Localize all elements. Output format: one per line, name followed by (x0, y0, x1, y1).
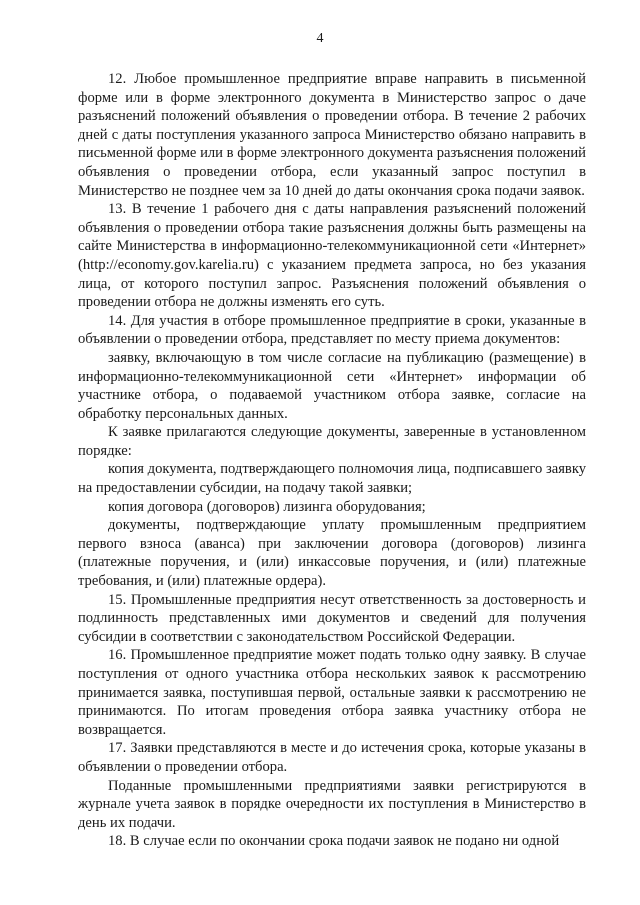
paragraph-14-attachment-leasing: копия договора (договоров) лизинга оборудования; (108, 498, 426, 515)
paragraph-14-attachment-authority: копия документа, подтверждающего полномочия лица, подписавшего заявку на предоставлении субсидии, на подачу такой заявки; (78, 461, 586, 497)
paragraph-14: 14. Для участия в отборе промышленное предприятие в сроки, указанные в объявлении о проведении отбора, представляет по месту приема документов: (78, 312, 586, 348)
paragraph-14-attachment-payment: документы, подтверждающие уплату промышленным предприятием первого взноса (аванса) при заключении договора (договоров) лизинга (платежные поручения, и (или) инкассовые поручения, и (или) платежные требования, и (или) платежные ордера). (78, 517, 586, 590)
page-number: 4 (316, 31, 324, 46)
paragraph-13: 13. В течение 1 рабочего дня с даты направления разъяснений положений объявления о проведении отбора такие разъяснения должны быть размещены на сайте Министерства в информационно-телекоммуникационной сети «Интернет» (http://economy.gov.karelia.ru) с указанием предмета запроса, но без указания лица, от которого поступил запрос. Разъяснения положений объявления о проведении отбора не должны изменять его суть. (78, 201, 586, 311)
paragraph-17: 17. Заявки представляются в месте и до истечения срока, которые указаны в объявлении о проведении отбора. (78, 740, 586, 775)
paragraph-16: 16. Промышленное предприятие может подать только одну заявку. В случае поступления от одного участника отбора нескольких заявок к рассмотрению принимается заявка, поступившая первой, остальные заявки к рассмотрению не принимаются. По итогам проведения отбора заявка участнику отбора не возвращается. (78, 647, 586, 738)
paragraph-17-registration: Поданные промышленными предприятиями заявки регистрируются в журнале учета заявок в порядке очередности их поступления в Министерство в день их подачи. (78, 777, 586, 831)
paragraph-15: 15. Промышленные предприятия несут ответственность за достоверность и подлинность представленных ими документов и сведений для получения субсидии в соответствии с законодательством Российской Федерации. (78, 591, 586, 645)
paragraph-12: 12. Любое промышленное предприятие вправе направить в письменной форме или в форме электронного документа в Министерство запрос о даче разъяснений положений объявления о проведении отбора. В течение 2 рабочих дней с даты поступления указанного запроса Министерство обязано направить в письменной форме или в форме электронного документа разъяснения положений объявления о проведении отбора, если указанный запрос поступил в Министерство не позднее чем за 10 дней до даты окончания срока подачи заявок. (78, 71, 586, 199)
paragraph-14-application: заявку, включающую в том числе согласие на публикацию (размещение) в информационно-телекоммуникационной сети «Интернет» информации об участнике отбора, о подаваемой участником отбора заявке, согласие на обработку персональных данных. (78, 349, 586, 422)
document-body (78, 70, 586, 851)
paragraph-14-attachments-intro: К заявке прилагаются следующие документы, заверенные в установленном порядке: (78, 424, 586, 459)
paragraph-18: 18. В случае если по окончании срока подачи заявок не подано ни одной (108, 833, 560, 850)
